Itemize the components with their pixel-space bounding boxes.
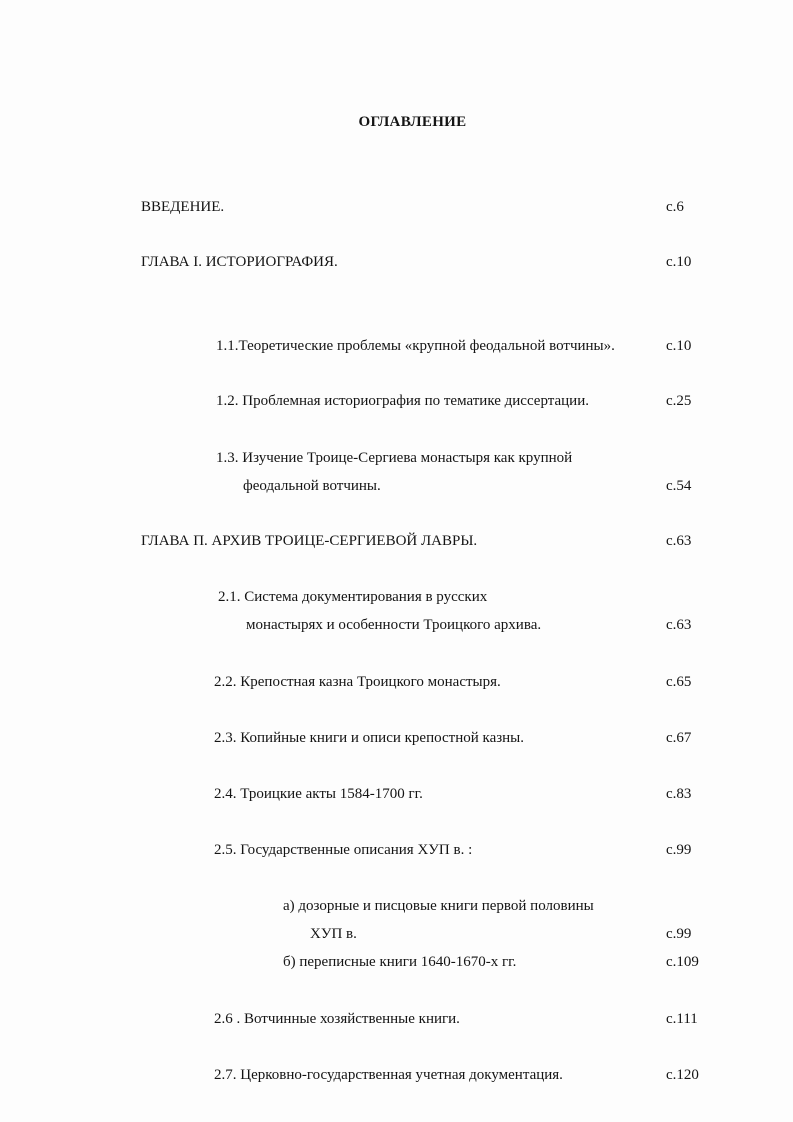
toc-entry-1-3-label-line1: 1.3. Изучение Троице-Сергиева монастыря как крупной: [216, 450, 573, 466]
toc-entry-1-1-label: 1.1.Теоретические проблемы «крупной феодальной вотчины».: [216, 338, 615, 354]
toc-entry-1-2-page: с.25: [666, 393, 692, 409]
toc-entry-2-5-label: 2.5. Государственные описания ХУП в. :: [214, 842, 473, 858]
toc-entry-2-4-page: с.83: [666, 786, 692, 802]
toc-entry-1-2-label: 1.2. Проблемная историография по тематике диссертации.: [216, 393, 589, 409]
toc-entry-2-5b-label: б) переписные книги 1640-1670-х гг.: [283, 954, 517, 970]
toc-entry-2-6-label: 2.6 . Вотчинные хозяйственные книги.: [214, 1011, 460, 1027]
toc-entry-1-1-page: с.10: [666, 338, 692, 354]
toc-entry-2-2-label: 2.2. Крепостная казна Троицкого монастыря.: [214, 674, 501, 690]
toc-entry-2-3-label: 2.3. Копийные книги и описи крепостной казны.: [214, 730, 525, 746]
toc-entry-1-3-label-line2: феодальной вотчины.: [243, 478, 381, 494]
toc-entry-intro-page: с.6: [666, 199, 684, 215]
toc-entry-2-5b-page: с.109: [666, 954, 699, 970]
toc-entry-2-5a-page: с.99: [666, 926, 692, 942]
toc-entry-chapter2-page: с.63: [666, 533, 692, 549]
toc-entry-chapter2-label: ГЛАВА П. АРХИВ ТРОИЦЕ-СЕРГИЕВОЙ ЛАВРЫ.: [141, 533, 478, 549]
toc-entry-2-7-page: с.120: [666, 1067, 699, 1083]
toc-entry-1-3-page: с.54: [666, 478, 692, 494]
toc-entry-2-2-page: с.65: [666, 674, 692, 690]
toc-entry-2-1-page: с.63: [666, 617, 692, 633]
toc-entry-2-6-page: с.111: [666, 1011, 698, 1027]
toc-entry-2-5a-label-line1: а) дозорные и писцовые книги первой половины: [283, 898, 594, 914]
toc-entry-2-4-label: 2.4. Троицкие акты 1584-1700 гг.: [214, 786, 423, 802]
toc-entry-chapter1-page: с.10: [666, 254, 692, 270]
toc-entry-2-1-label-line1: 2.1. Система документирования в русских: [218, 589, 488, 605]
toc-entry-2-1-label-line2: монастырях и особенности Троицкого архива.: [246, 617, 542, 633]
toc-entry-chapter1-label: ГЛАВА I. ИСТОРИОГРАФИЯ.: [141, 254, 338, 270]
toc-entry-2-7-label: 2.7. Церковно-государственная учетная документация.: [214, 1067, 563, 1083]
toc-entry-2-5a-label-line2: ХУП в.: [310, 926, 357, 942]
toc-entry-2-5-page: с.99: [666, 842, 692, 858]
toc-entry-2-3-page: с.67: [666, 730, 692, 746]
toc-entry-intro-label: ВВЕДЕНИЕ.: [141, 199, 225, 215]
page-title: ОГЛАВЛЕНИЕ: [358, 114, 467, 130]
